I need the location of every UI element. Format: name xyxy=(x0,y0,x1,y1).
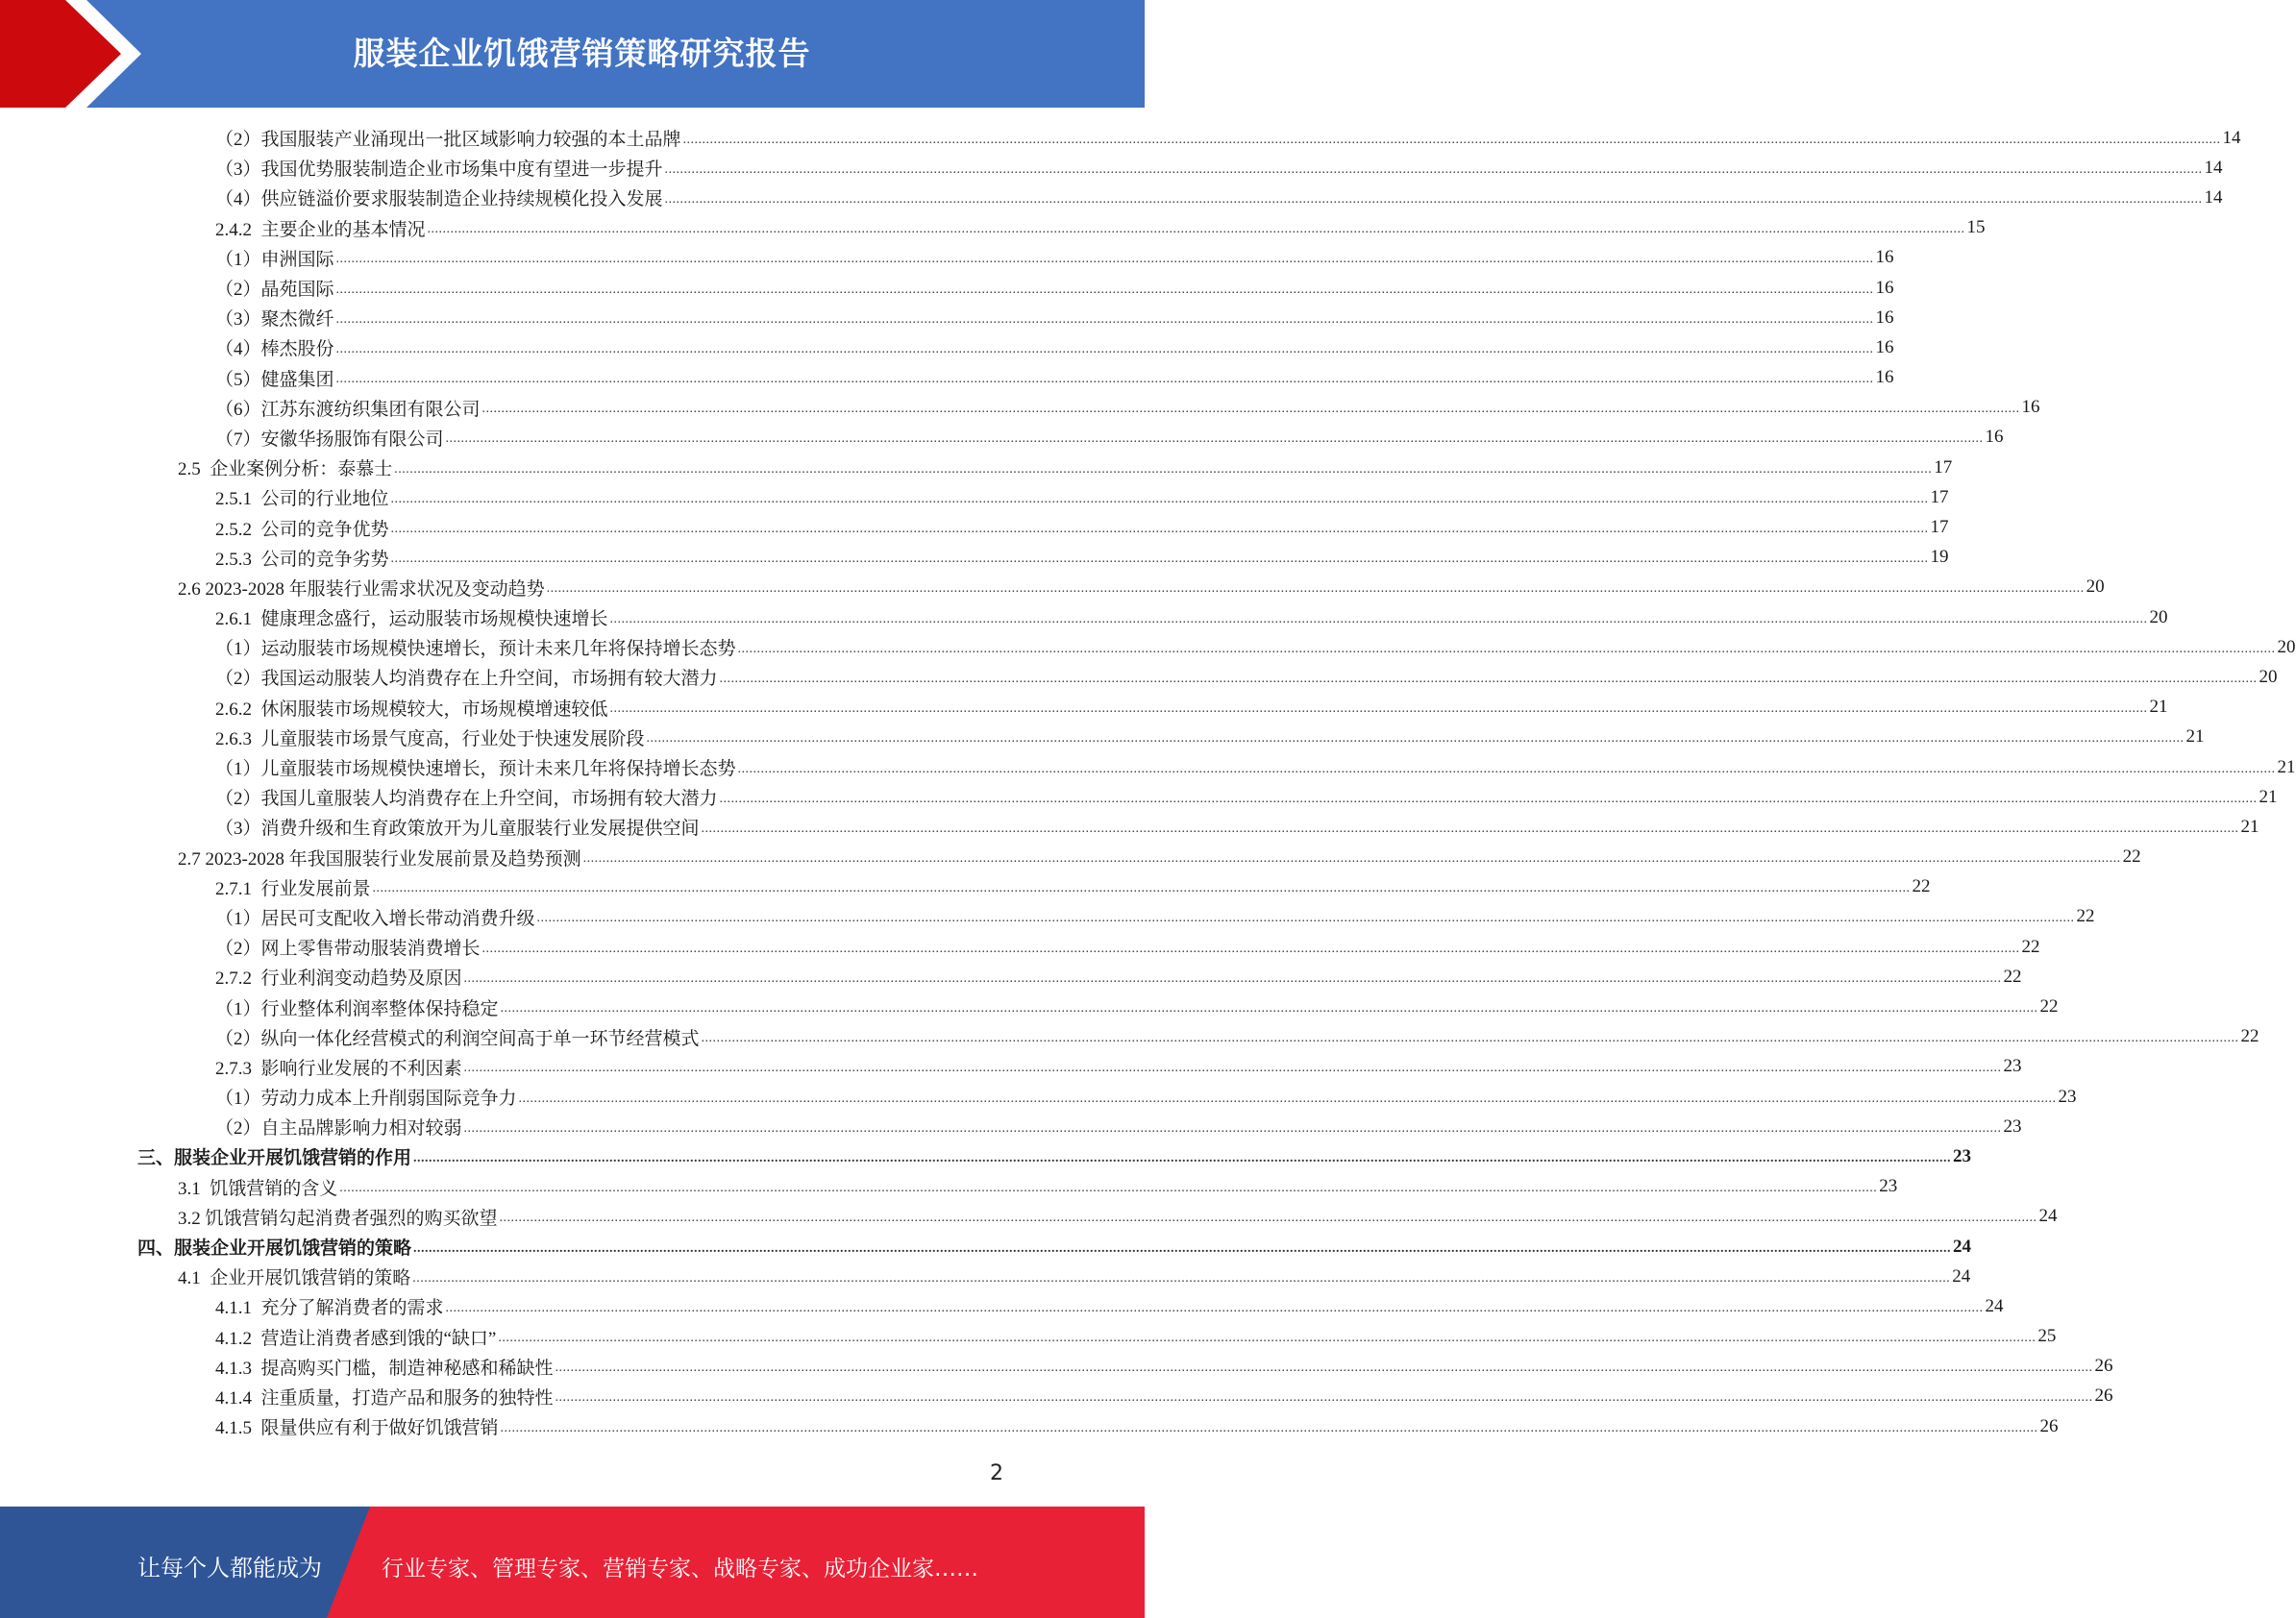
toc-entry[interactable] xyxy=(0,213,1986,243)
toc-entry-page: 16 xyxy=(1985,427,2004,448)
toc-entry[interactable] xyxy=(0,872,1931,902)
toc-entry[interactable] xyxy=(0,693,2168,723)
toc-entry-label: （2）自主品牌影响力相对较弱 xyxy=(215,1118,462,1140)
toc-entry[interactable] xyxy=(0,273,1894,303)
toc-entry[interactable] xyxy=(0,1382,2113,1411)
toc-entry-label: （4）棒杰股份 xyxy=(215,339,334,360)
toc-entry[interactable] xyxy=(0,812,2259,842)
toc-leader-dots: ................................................................................................................................................................................................................................................................................................................................................................................................................ xyxy=(499,1211,2037,1226)
toc-entry-page: 23 xyxy=(1879,1176,1898,1197)
page-number: 2 xyxy=(990,1461,1003,1485)
toc-leader-dots: ................................................................................................................................................................................................................................................................................................................................................................................................................ xyxy=(682,132,2221,147)
toc-entry-label: 4.1.3 提高购买门槛，制造神秘感和稀缺性 xyxy=(215,1358,554,1379)
toc-entry-page: 26 xyxy=(2039,1415,2059,1436)
toc-entry-label: （5）健盛集团 xyxy=(215,369,334,390)
toc-entry-page: 21 xyxy=(2149,697,2168,718)
toc-leader-dots: ................................................................................................................................................................................................................................................................................................................................................................................................................ xyxy=(390,552,1929,567)
toc-entry[interactable] xyxy=(0,1232,1972,1262)
toc-leader-dots: ................................................................................................................................................................................................................................................................................................................................................................................................................ xyxy=(719,671,2258,686)
toc-entry[interactable] xyxy=(0,662,2278,692)
toc-entry-label: （1）运动服装市场规模快速增长，预计未来几年将保持增长态势 xyxy=(215,639,736,660)
toc-leader-dots: ................................................................................................................................................................................................................................................................................................................................................................................................................ xyxy=(427,222,1965,237)
toc-entry-page: 15 xyxy=(1966,217,1986,238)
toc-entry-page: 24 xyxy=(2038,1206,2058,1227)
toc-entry[interactable] xyxy=(0,932,2040,962)
toc-leader-dots: ................................................................................................................................................................................................................................................................................................................................................................................................................ xyxy=(737,761,2276,776)
toc-entry-label: 2.4.2 主要企业的基本情况 xyxy=(215,219,426,240)
toc-entry-label: （2）我国服装产业涌现出一批区域影响力较强的本土品牌 xyxy=(215,130,681,151)
toc-entry-page: 14 xyxy=(2204,157,2223,178)
toc-entry-label: （2）网上零售带动服装消费增长 xyxy=(215,939,481,960)
toc-entry-page: 17 xyxy=(1930,517,1949,538)
toc-entry-page: 16 xyxy=(1875,247,1894,268)
toc-entry-page: 26 xyxy=(2094,1385,2113,1407)
toc-entry[interactable] xyxy=(0,1082,2077,1112)
toc-entry-label: （7）安徽华扬服饰有限公司 xyxy=(215,429,444,450)
toc-entry-page: 16 xyxy=(1875,277,1894,298)
toc-entry-page: 24 xyxy=(1953,1236,1972,1257)
toc-leader-dots: ................................................................................................................................................................................................................................................................................................................................................................................................................ xyxy=(413,1150,1952,1165)
toc-entry-label: 四、服装企业开展饥饿营销的策略 xyxy=(137,1238,412,1260)
toc-leader-dots: ................................................................................................................................................................................................................................................................................................................................................................................................................ xyxy=(555,1361,2093,1376)
toc-entry[interactable] xyxy=(0,752,2296,782)
toc-entry[interactable] xyxy=(0,1022,2259,1052)
toc-entry-page: 20 xyxy=(2259,666,2278,687)
toc-entry-label: 4.1.1 充分了解消费者的需求 xyxy=(215,1298,444,1319)
toc-entry-page: 23 xyxy=(2058,1086,2077,1107)
toc-entry-page: 19 xyxy=(1930,547,1949,568)
toc-entry[interactable] xyxy=(0,992,2059,1021)
toc-entry-label: （2）纵向一体化经营模式的利润空间高于单一环节经营模式 xyxy=(215,1028,700,1049)
toc-entry-label: 2.5 企业案例分析：泰慕士 xyxy=(178,459,393,480)
toc-leader-dots: ................................................................................................................................................................................................................................................................................................................................................................................................................ xyxy=(582,851,2121,867)
toc-entry-label: （2）晶苑国际 xyxy=(215,280,334,301)
toc-entry-label: 2.7.1 行业发展前景 xyxy=(215,878,371,899)
toc-entry-label: 2.6.2 休闲服装市场规模较大，市场规模增速较低 xyxy=(215,699,608,720)
report-title: 服装企业饥饿营销策略研究报告 xyxy=(353,35,811,72)
toc-entry-label: 2.5.1 公司的行业地位 xyxy=(215,489,389,510)
toc-entry-page: 23 xyxy=(2003,1115,2022,1137)
toc-entry-page: 16 xyxy=(1875,306,1894,328)
toc-leader-dots: ................................................................................................................................................................................................................................................................................................................................................................................................................ xyxy=(335,311,1874,327)
toc-entry-label: 2.5.2 公司的竞争优势 xyxy=(215,519,389,540)
toc-entry-page: 17 xyxy=(1934,456,1953,478)
toc-leader-dots: ................................................................................................................................................................................................................................................................................................................................................................................................................ xyxy=(390,522,1929,537)
toc-entry[interactable] xyxy=(0,482,1949,512)
toc-leader-dots: ................................................................................................................................................................................................................................................................................................................................................................................................................ xyxy=(390,491,1929,506)
toc-entry-page: 21 xyxy=(2185,726,2205,748)
toc-leader-dots: ................................................................................................................................................................................................................................................................................................................................................................................................................ xyxy=(664,161,2203,177)
toc-leader-dots: ................................................................................................................................................................................................................................................................................................................................................................................................................ xyxy=(609,701,2148,717)
toc-entry[interactable] xyxy=(0,1141,1972,1171)
toc-leader-dots: ................................................................................................................................................................................................................................................................................................................................................................................................................ xyxy=(719,791,2258,806)
toc-entry-label: （2）我国运动服装人均消费存在上升空间，市场拥有较大潜力 xyxy=(215,669,718,690)
toc-leader-dots: ................................................................................................................................................................................................................................................................................................................................................................................................................ xyxy=(737,641,2276,656)
toc-leader-dots: ................................................................................................................................................................................................................................................................................................................................................................................................................ xyxy=(335,372,1874,387)
toc-entry[interactable] xyxy=(0,303,1894,332)
toc-entry-page: 16 xyxy=(1875,367,1894,388)
toc-entry[interactable] xyxy=(0,902,2095,932)
toc-entry-page: 22 xyxy=(2039,996,2059,1017)
toc-entry[interactable] xyxy=(0,453,1953,482)
toc-entry-label: 2.6.1 健康理念盛行，运动服装市场规模快速增长 xyxy=(215,609,608,630)
toc-leader-dots: ................................................................................................................................................................................................................................................................................................................................................................................................................ xyxy=(372,881,1911,896)
toc-entry-label: 3.2 饥饿营销勾起消费者强烈的购买欲望 xyxy=(178,1208,498,1229)
toc-entry-label: 4.1.2 营造让消费者感到饿的“缺口” xyxy=(215,1328,497,1349)
toc-entry-page: 20 xyxy=(2277,636,2296,657)
toc-leader-dots: ................................................................................................................................................................................................................................................................................................................................................................................................................ xyxy=(555,1390,2093,1406)
toc-entry-page: 22 xyxy=(2240,1026,2259,1047)
toc-entry[interactable] xyxy=(0,1322,2057,1352)
toc-entry-label: 2.7 2023-2028 年我国服装行业发展前景及趋势预测 xyxy=(178,848,581,870)
toc-entry-page: 21 xyxy=(2277,756,2296,777)
toc-leader-dots: ................................................................................................................................................................................................................................................................................................................................................................................................................ xyxy=(445,431,1984,447)
toc-entry[interactable] xyxy=(0,332,1894,362)
toc-leader-dots: ................................................................................................................................................................................................................................................................................................................................................................................................................ xyxy=(463,970,2002,986)
toc-entry[interactable] xyxy=(0,543,1949,573)
toc-entry-page: 14 xyxy=(2222,127,2241,148)
toc-leader-dots: ................................................................................................................................................................................................................................................................................................................................................................................................................ xyxy=(536,911,2075,926)
toc-leader-dots: ................................................................................................................................................................................................................................................................................................................................................................................................................ xyxy=(335,341,1874,356)
toc-entry-label: （3）聚杰微纤 xyxy=(215,309,334,331)
toc-entry[interactable] xyxy=(0,1262,1971,1291)
toc-entry-label: （1）申洲国际 xyxy=(215,249,334,270)
toc-entry-label: （1）行业整体利润率整体保持稳定 xyxy=(215,998,499,1019)
toc-entry-page: 23 xyxy=(1953,1145,1972,1166)
toc-entry-label: （3）我国优势服装制造企业市场集中度有望进一步提升 xyxy=(215,159,663,181)
toc-entry-page: 22 xyxy=(2021,936,2040,957)
toc-entry-label: 2.6.3 儿童服装市场景气度高，行业处于快速发展阶段 xyxy=(215,728,645,749)
toc-entry-label: （2）我国儿童服装人均消费存在上升空间，市场拥有较大潜力 xyxy=(215,789,718,810)
toc-entry-page: 16 xyxy=(2021,397,2040,418)
toc-entry-label: 2.5.3 公司的竞争劣势 xyxy=(215,549,389,570)
toc-entry-page: 22 xyxy=(1912,876,1931,897)
toc-entry-page: 17 xyxy=(1930,486,1949,507)
toc-entry-label: （3）消费升级和生育政策放开为儿童服装行业发展提供空间 xyxy=(215,819,700,840)
toc-entry[interactable] xyxy=(0,962,2022,992)
toc-entry-page: 21 xyxy=(2240,816,2259,837)
footer-roles: 行业专家、管理专家、营销专家、战略专家、成功企业家…… xyxy=(382,1557,978,1581)
toc-leader-dots: ................................................................................................................................................................................................................................................................................................................................................................................................................ xyxy=(518,1091,2057,1106)
toc-leader-dots: ................................................................................................................................................................................................................................................................................................................................................................................................................ xyxy=(500,1001,2038,1017)
toc-entry[interactable] xyxy=(0,723,2205,752)
toc-entry-page: 21 xyxy=(2259,786,2278,807)
toc-entry-page: 26 xyxy=(2094,1356,2113,1377)
toc-entry-page: 22 xyxy=(2076,906,2095,927)
toc-entry-label: 3.1 饥饿营销的含义 xyxy=(178,1178,338,1199)
toc-leader-dots: ................................................................................................................................................................................................................................................................................................................................................................................................................ xyxy=(481,941,2020,956)
toc-entry[interactable] xyxy=(0,423,2004,453)
page-header xyxy=(0,0,1145,108)
toc-leader-dots: ................................................................................................................................................................................................................................................................................................................................................................................................................ xyxy=(664,191,2203,207)
toc-entry[interactable] xyxy=(0,1112,2022,1141)
toc-entry-label: 2.6 2023-2028 年服装行业需求状况及变动趋势 xyxy=(178,578,545,600)
toc-entry-page: 22 xyxy=(2122,846,2141,868)
toc-entry[interactable] xyxy=(0,153,2223,183)
toc-entry[interactable] xyxy=(0,393,2040,423)
toc-entry[interactable] xyxy=(0,123,2241,153)
toc-leader-dots: ................................................................................................................................................................................................................................................................................................................................................................................................................ xyxy=(498,1331,2037,1346)
toc-entry-page: 20 xyxy=(2086,576,2105,598)
toc-entry[interactable] xyxy=(0,782,2278,812)
toc-leader-dots: ................................................................................................................................................................................................................................................................................................................................................................................................................ xyxy=(701,821,2239,836)
toc-leader-dots: ................................................................................................................................................................................................................................................................................................................................................................................................................ xyxy=(546,581,2085,597)
toc-entry[interactable] xyxy=(0,1411,2059,1441)
toc-entry-label: （1）儿童服装市场规模快速增长，预计未来几年将保持增长态势 xyxy=(215,759,736,780)
toc-entry-label: 4.1 企业开展饥饿营销的策略 xyxy=(178,1268,411,1289)
toc-entry-label: 4.1.4 注重质量，打造产品和服务的独特性 xyxy=(215,1387,554,1409)
toc-entry-label: 2.7.3 影响行业发展的不利因素 xyxy=(215,1058,462,1079)
toc-leader-dots: ................................................................................................................................................................................................................................................................................................................................................................................................................ xyxy=(646,731,2185,747)
toc-entry[interactable] xyxy=(0,1052,2022,1082)
toc-entry-page: 14 xyxy=(2204,186,2223,208)
toc-entry-label: （6）江苏东渡纺织集团有限公司 xyxy=(215,399,481,420)
toc-entry[interactable] xyxy=(0,1352,2113,1382)
toc-entry[interactable] xyxy=(0,632,2296,662)
toc-entry-page: 22 xyxy=(2003,966,2022,987)
toc-entry-label: 2.7.2 行业利润变动趋势及原因 xyxy=(215,968,462,990)
toc-leader-dots: ................................................................................................................................................................................................................................................................................................................................................................................................................ xyxy=(481,402,2020,417)
page-footer xyxy=(0,1507,1145,1618)
toc-entry[interactable] xyxy=(0,363,1894,393)
toc-entry[interactable] xyxy=(0,843,2141,872)
toc-entry[interactable] xyxy=(0,573,2105,602)
toc-leader-dots: ................................................................................................................................................................................................................................................................................................................................................................................................................ xyxy=(701,1031,2239,1046)
toc-leader-dots: ................................................................................................................................................................................................................................................................................................................................................................................................................ xyxy=(413,1240,1952,1256)
toc-leader-dots: ................................................................................................................................................................................................................................................................................................................................................................................................................ xyxy=(412,1270,1951,1286)
toc-entry[interactable] xyxy=(0,602,2168,632)
toc-entry-page: 24 xyxy=(1985,1295,2004,1316)
toc-entry-label: （1）劳动力成本上升削弱国际竞争力 xyxy=(215,1089,517,1110)
toc-leader-dots: ................................................................................................................................................................................................................................................................................................................................................................................................................ xyxy=(609,611,2148,626)
toc-entry[interactable] xyxy=(0,183,2223,212)
toc-entry-label: 4.1.5 限量供应有利于做好饥饿营销 xyxy=(215,1418,499,1439)
toc-entry[interactable] xyxy=(0,1291,2004,1321)
toc-entry[interactable] xyxy=(0,1172,1898,1202)
toc-entry-label: 三、服装企业开展饥饿营销的作用 xyxy=(137,1148,412,1169)
footer-slogan: 让每个人都能成为 xyxy=(137,1555,322,1581)
toc-leader-dots: ................................................................................................................................................................................................................................................................................................................................................................................................................ xyxy=(463,1120,2002,1136)
toc-leader-dots: ................................................................................................................................................................................................................................................................................................................................................................................................................ xyxy=(394,461,1933,477)
toc-entry-page: 16 xyxy=(1875,336,1894,357)
toc-entry-page: 20 xyxy=(2149,606,2168,627)
toc-leader-dots: ................................................................................................................................................................................................................................................................................................................................................................................................................ xyxy=(335,282,1874,297)
toc-leader-dots: ................................................................................................................................................................................................................................................................................................................................................................................................................ xyxy=(339,1181,1878,1196)
toc-entry[interactable] xyxy=(0,243,1894,273)
toc-entry[interactable] xyxy=(0,1202,2058,1232)
toc-entry-label: （1）居民可支配收入增长带动消费升级 xyxy=(215,908,535,929)
toc-entry-page: 23 xyxy=(2003,1056,2022,1077)
toc-leader-dots: ................................................................................................................................................................................................................................................................................................................................................................................................................ xyxy=(500,1420,2038,1435)
toc-entry-label: （4）供应链溢价要求服装制造企业持续规模化投入发展 xyxy=(215,189,663,210)
toc-leader-dots: ................................................................................................................................................................................................................................................................................................................................................................................................................ xyxy=(445,1300,1984,1315)
toc-leader-dots: ................................................................................................................................................................................................................................................................................................................................................................................................................ xyxy=(335,252,1874,267)
toc-entry[interactable] xyxy=(0,512,1949,542)
table-of-contents xyxy=(0,123,2296,1441)
toc-entry-page: 25 xyxy=(2037,1326,2057,1347)
toc-entry-page: 24 xyxy=(1952,1265,1971,1287)
toc-leader-dots: ................................................................................................................................................................................................................................................................................................................................................................................................................ xyxy=(463,1061,2002,1076)
